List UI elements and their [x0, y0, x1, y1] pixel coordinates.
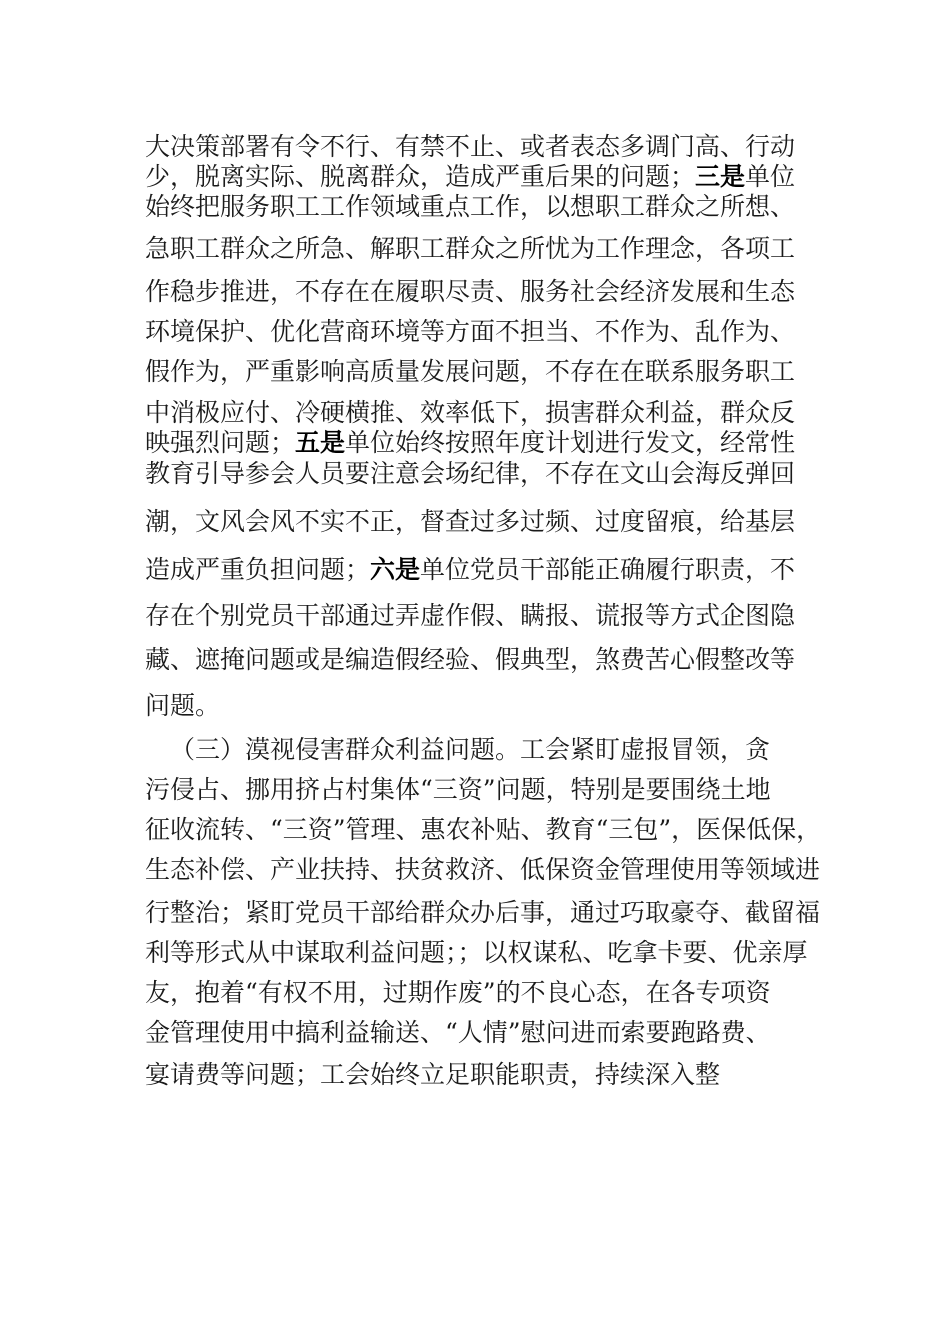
- text-line: [145, 132, 795, 162]
- text-line: [145, 317, 795, 347]
- text-segment: 单位始终按照年度计划进行发文，经常性: [345, 428, 796, 457]
- text-segment: 行整治；紧盯党员干部给群众办后事，通过巧取豪夺、截留福: [145, 898, 821, 927]
- text-line: [145, 691, 220, 721]
- text-segment: 宴请费等问题；工会始终立足职能职责，持续深入整: [145, 1060, 721, 1089]
- text-segment: 假作为，严重影响高质量发展问题，不存在在联系服务职工: [145, 357, 796, 386]
- text-line: [145, 1060, 720, 1090]
- text-line: [170, 735, 770, 765]
- text-line: [145, 855, 820, 885]
- text-line: [145, 978, 771, 1008]
- text-segment: 单位: [745, 162, 796, 191]
- text-segment: 潮，文风会风不实不正，督查过多过频、过度留痕，给基层: [145, 507, 796, 536]
- text-line: [145, 815, 821, 845]
- bold-keyword: 五是: [295, 428, 346, 457]
- text-segment: 金管理使用中搞利益输送、“人情”慰问进而索要跑路费、: [145, 1018, 771, 1047]
- text-segment: 教育引导参会人员要注意会场纪律，不存在文山会海反弹回: [145, 459, 796, 488]
- text-line: [145, 601, 795, 631]
- text-line: [145, 428, 795, 458]
- text-segment: 始终把服务职工工作领域重点工作，以想职工群众之所想、: [145, 192, 796, 221]
- text-line: [145, 555, 795, 585]
- text-line: [145, 645, 795, 675]
- text-segment: 问题。: [145, 691, 221, 720]
- text-segment: 大决策部署有令不行、有禁不止、或者表态多调门高、行动: [145, 132, 796, 161]
- text-segment: 单位党员干部能正确履行职责，不: [420, 555, 796, 584]
- text-line: [145, 507, 795, 537]
- text-line: [145, 1018, 771, 1048]
- text-line: [145, 398, 795, 428]
- text-line: [145, 192, 795, 222]
- text-segment: 急职工群众之所急、解职工群众之所忧为工作理念，各项工: [145, 234, 796, 263]
- text-line: [145, 775, 771, 805]
- text-line: [145, 459, 795, 489]
- text-segment: 征收流转、“三资”管理、惠农补贴、教育“三包”，医保低保，: [145, 815, 822, 844]
- text-segment: 映强烈问题；: [145, 428, 296, 457]
- bold-keyword: 六是: [370, 555, 421, 584]
- text-line: [145, 938, 808, 968]
- text-segment: 友，抱着“有权不用，过期作废”的不良心态，在各专项资: [145, 978, 771, 1007]
- text-line: [145, 234, 795, 264]
- text-line: [145, 357, 795, 387]
- text-line: [145, 898, 820, 928]
- text-segment: 作稳步推进，不存在在履职尽责、服务社会经济发展和生态: [145, 277, 796, 306]
- text-segment: 中消极应付、冷硬横推、效率低下，损害群众利益，群众反: [145, 398, 796, 427]
- bold-keyword: 三是: [695, 162, 746, 191]
- text-segment: 环境保护、优化营商环境等方面不担当、不作为、乱作为、: [145, 317, 796, 346]
- text-segment: 生态补偿、产业扶持、扶贫救济、低保资金管理使用等领域进: [145, 855, 821, 884]
- text-segment: 藏、遮掩问题或是编造假经验、假典型，煞费苦心假整改等: [145, 645, 796, 674]
- text-segment: 存在个别党员干部通过弄虚作假、瞒报、谎报等方式企图隐: [145, 601, 796, 630]
- text-segment: （三）漠视侵害群众利益问题。工会紧盯虚报冒领，贪: [170, 735, 771, 764]
- text-line: [145, 162, 795, 192]
- text-segment: 利等形式从中谋取利益问题；；以权谋私、吃拿卡要、优亲厚: [145, 938, 808, 967]
- text-segment: 造成严重负担问题；: [145, 555, 371, 584]
- text-segment: 污侵占、挪用挤占村集体“三资”问题，特别是要围绕土地: [145, 775, 771, 804]
- text-segment: 少，脱离实际、脱离群众，造成严重后果的问题；: [145, 162, 696, 191]
- text-line: [145, 277, 795, 307]
